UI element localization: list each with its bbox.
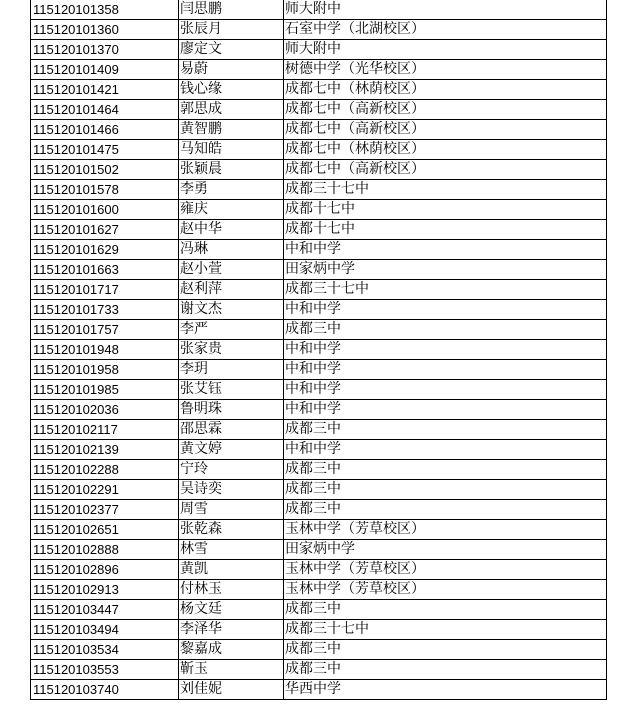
exam-number-cell: 115120101985 — [31, 380, 179, 400]
exam-number-cell: 115120101370 — [31, 40, 179, 60]
student-name-cell: 刘佳妮 — [179, 680, 284, 700]
school-name-cell: 中和中学 — [284, 340, 607, 360]
table-row — [31, 480, 607, 500]
school-name-cell: 玉林中学（芳草校区） — [284, 520, 607, 540]
school-name-cell: 田家炳中学 — [284, 540, 607, 560]
table-row — [31, 400, 607, 420]
table-row — [31, 40, 607, 60]
exam-number-cell: 115120102896 — [31, 560, 179, 580]
school-name-cell: 中和中学 — [284, 300, 607, 320]
student-name-cell: 雍庆 — [179, 200, 284, 220]
student-name-cell: 宁玲 — [179, 460, 284, 480]
table-row — [31, 640, 607, 660]
exam-number-cell: 115120103534 — [31, 640, 179, 660]
school-name-cell: 玉林中学（芳草校区） — [284, 560, 607, 580]
school-name-cell: 师大附中 — [284, 0, 607, 20]
student-name-cell: 杨文廷 — [179, 600, 284, 620]
school-name-cell: 玉林中学（芳草校区） — [284, 580, 607, 600]
school-name-cell: 中和中学 — [284, 360, 607, 380]
student-name-cell: 付林玉 — [179, 580, 284, 600]
table-row — [31, 200, 607, 220]
exam-number-cell: 115120103740 — [31, 680, 179, 700]
exam-number-cell: 115120102036 — [31, 400, 179, 420]
table-row — [31, 560, 607, 580]
table-row — [31, 660, 607, 680]
student-name-cell: 黄智鹏 — [179, 120, 284, 140]
admission-table — [30, 0, 607, 700]
exam-number-cell: 115120101948 — [31, 340, 179, 360]
student-name-cell: 黎嘉成 — [179, 640, 284, 660]
student-name-cell: 吴诗奕 — [179, 480, 284, 500]
student-name-cell: 马知皓 — [179, 140, 284, 160]
exam-number-cell: 115120101629 — [31, 240, 179, 260]
exam-number-cell: 115120102288 — [31, 460, 179, 480]
exam-number-cell: 115120103494 — [31, 620, 179, 640]
school-name-cell: 中和中学 — [284, 380, 607, 400]
exam-number-cell: 115120102888 — [31, 540, 179, 560]
exam-number-cell: 115120103553 — [31, 660, 179, 680]
table-row — [31, 460, 607, 480]
school-name-cell: 田家炳中学 — [284, 260, 607, 280]
exam-number-cell: 115120101421 — [31, 80, 179, 100]
table-row — [31, 340, 607, 360]
school-name-cell: 师大附中 — [284, 40, 607, 60]
table-row — [31, 580, 607, 600]
table-row — [31, 600, 607, 620]
school-name-cell: 成都三中 — [284, 600, 607, 620]
school-name-cell: 成都七中（林荫校区） — [284, 140, 607, 160]
table-row — [31, 160, 607, 180]
school-name-cell: 成都三十七中 — [284, 620, 607, 640]
student-name-cell: 张乾森 — [179, 520, 284, 540]
exam-number-cell: 115120101358 — [31, 0, 179, 20]
student-name-cell: 谢文杰 — [179, 300, 284, 320]
exam-number-cell: 115120101600 — [31, 200, 179, 220]
table-row — [31, 440, 607, 460]
exam-number-cell: 115120101717 — [31, 280, 179, 300]
table-row — [31, 80, 607, 100]
exam-number-cell: 115120101663 — [31, 260, 179, 280]
student-name-cell: 赵利萍 — [179, 280, 284, 300]
school-name-cell: 华西中学 — [284, 680, 607, 700]
school-name-cell: 中和中学 — [284, 440, 607, 460]
table-row — [31, 620, 607, 640]
student-name-cell: 李严 — [179, 320, 284, 340]
student-name-cell: 钱心缘 — [179, 80, 284, 100]
student-name-cell: 赵小萱 — [179, 260, 284, 280]
table-row — [31, 280, 607, 300]
exam-number-cell: 115120102139 — [31, 440, 179, 460]
student-name-cell: 李泽华 — [179, 620, 284, 640]
student-name-cell: 冯琳 — [179, 240, 284, 260]
table-row — [31, 500, 607, 520]
student-name-cell: 李勇 — [179, 180, 284, 200]
exam-number-cell: 115120101733 — [31, 300, 179, 320]
exam-number-cell: 115120101958 — [31, 360, 179, 380]
student-name-cell: 邵思霖 — [179, 420, 284, 440]
school-name-cell: 成都三中 — [284, 640, 607, 660]
table-row — [31, 420, 607, 440]
table-row — [31, 260, 607, 280]
school-name-cell: 成都三中 — [284, 460, 607, 480]
exam-number-cell: 115120102651 — [31, 520, 179, 540]
exam-number-cell: 115120102291 — [31, 480, 179, 500]
school-name-cell: 成都三中 — [284, 480, 607, 500]
student-name-cell: 张辰月 — [179, 20, 284, 40]
table-row — [31, 140, 607, 160]
table-row — [31, 180, 607, 200]
school-name-cell: 成都三十七中 — [284, 180, 607, 200]
table-row — [31, 220, 607, 240]
table-row — [31, 240, 607, 260]
table-row — [31, 300, 607, 320]
student-name-cell: 张颖晨 — [179, 160, 284, 180]
exam-number-cell: 115120101757 — [31, 320, 179, 340]
exam-number-cell: 115120101360 — [31, 20, 179, 40]
exam-number-cell: 115120101578 — [31, 180, 179, 200]
school-name-cell: 成都三中 — [284, 320, 607, 340]
school-name-cell: 成都三十七中 — [284, 280, 607, 300]
school-name-cell: 成都七中（林荫校区） — [284, 80, 607, 100]
student-name-cell: 黄凯 — [179, 560, 284, 580]
exam-number-cell: 115120101464 — [31, 100, 179, 120]
student-name-cell: 赵中华 — [179, 220, 284, 240]
exam-number-cell: 115120101475 — [31, 140, 179, 160]
student-name-cell: 闫思鹏 — [179, 0, 284, 20]
student-name-cell: 黄文婷 — [179, 440, 284, 460]
table-row — [31, 0, 607, 20]
student-name-cell: 张艾钰 — [179, 380, 284, 400]
student-name-cell: 鲁明珠 — [179, 400, 284, 420]
school-name-cell: 成都三中 — [284, 500, 607, 520]
exam-number-cell: 115120101409 — [31, 60, 179, 80]
student-name-cell: 靳玉 — [179, 660, 284, 680]
school-name-cell: 树德中学（光华校区） — [284, 60, 607, 80]
table-row — [31, 680, 607, 700]
student-name-cell: 周雪 — [179, 500, 284, 520]
student-name-cell: 廖定文 — [179, 40, 284, 60]
school-name-cell: 成都七中（高新校区） — [284, 120, 607, 140]
table-row — [31, 380, 607, 400]
table-body — [31, 0, 607, 700]
table-row — [31, 320, 607, 340]
school-name-cell: 成都三中 — [284, 420, 607, 440]
table-row — [31, 100, 607, 120]
school-name-cell: 成都七中（高新校区） — [284, 100, 607, 120]
school-name-cell: 成都十七中 — [284, 200, 607, 220]
table-row — [31, 520, 607, 540]
exam-number-cell: 115120102117 — [31, 420, 179, 440]
table-row — [31, 60, 607, 80]
school-name-cell: 成都三中 — [284, 660, 607, 680]
exam-number-cell: 115120101502 — [31, 160, 179, 180]
school-name-cell: 石室中学（北湖校区） — [284, 20, 607, 40]
school-name-cell: 成都七中（高新校区） — [284, 160, 607, 180]
school-name-cell: 成都十七中 — [284, 220, 607, 240]
exam-number-cell: 115120101627 — [31, 220, 179, 240]
student-name-cell: 李玥 — [179, 360, 284, 380]
student-name-cell: 易蔚 — [179, 60, 284, 80]
exam-number-cell: 115120102377 — [31, 500, 179, 520]
student-name-cell: 郭思成 — [179, 100, 284, 120]
exam-number-cell: 115120102913 — [31, 580, 179, 600]
table-row — [31, 540, 607, 560]
table-row — [31, 120, 607, 140]
exam-number-cell: 115120101466 — [31, 120, 179, 140]
table-row — [31, 360, 607, 380]
table-row — [31, 20, 607, 40]
student-name-cell: 张家贵 — [179, 340, 284, 360]
school-name-cell: 中和中学 — [284, 240, 607, 260]
student-name-cell: 林雪 — [179, 540, 284, 560]
school-name-cell: 中和中学 — [284, 400, 607, 420]
exam-number-cell: 115120103447 — [31, 600, 179, 620]
